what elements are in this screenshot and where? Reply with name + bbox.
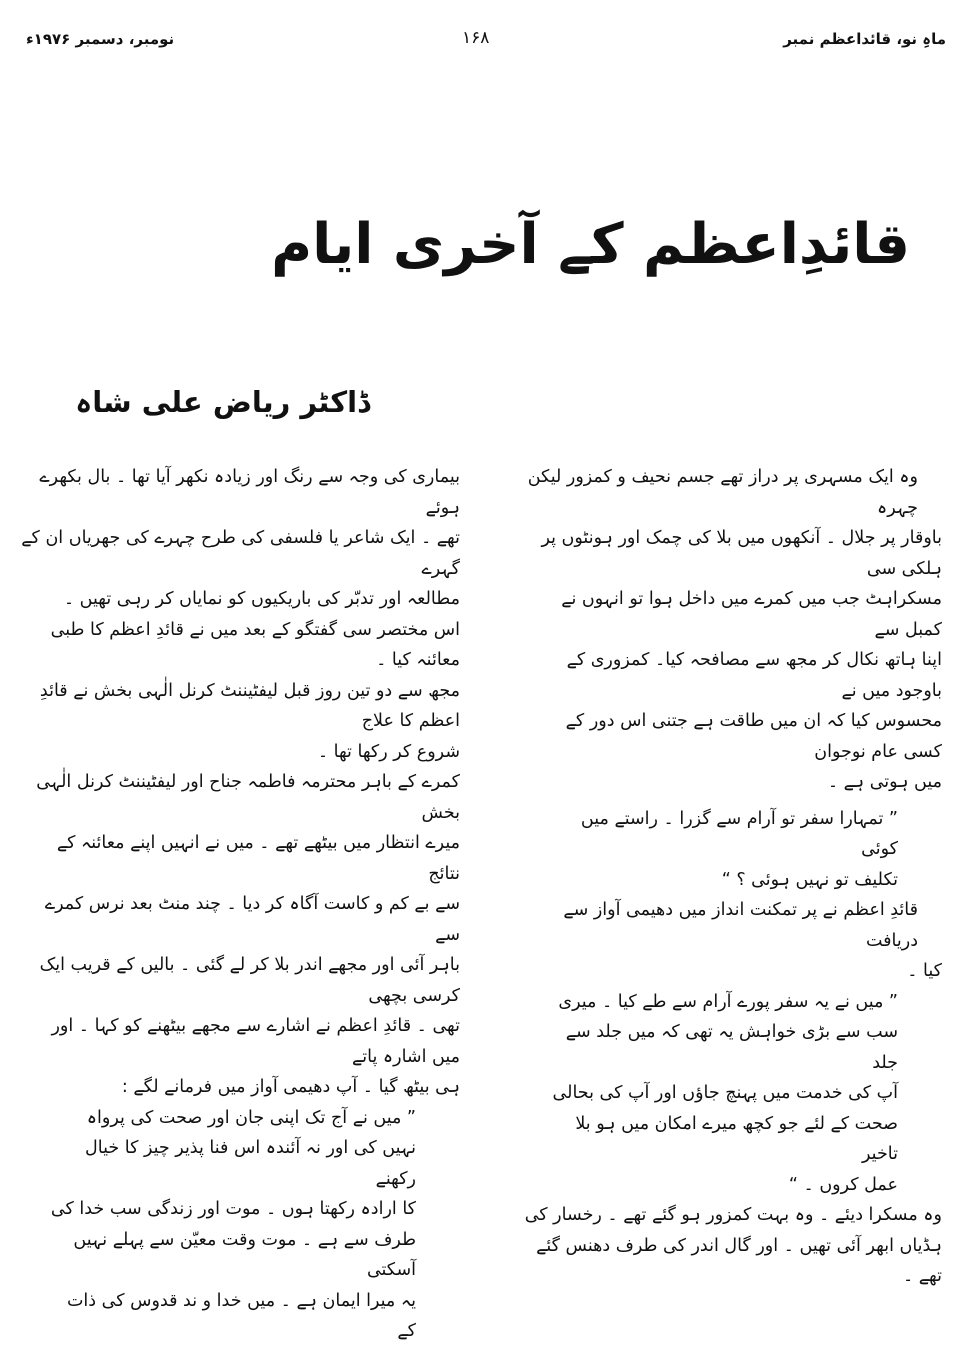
text-column-left — [20, 462, 460, 1347]
text-line: تھے ۔ ایک شاعر یا فلسفی کی طرح چہرے کی جھریاں ان کے گہرے — [21, 528, 460, 579]
text-line: محسوس کیا کہ ان میں طاقت ہے جتنی اس دور کے کسی عام نوجوان — [565, 711, 942, 762]
page-number: ۱۶۸ — [462, 28, 490, 48]
quote-line: ” تمہارا سفر تو آرام سے گزرا ۔ راستے میں کوئی — [580, 808, 898, 859]
text-line: مسکراہٹ جب میں کمرے میں داخل ہوا تو انہوں نے کمبل سے — [561, 589, 942, 640]
quote-line: کا ارادہ رکھتا ہوں ۔ موت اور زندگی سب خدا کی — [50, 1199, 416, 1219]
quote-line: ” میں نے آج تک اپنی جان اور صحت کی پرواہ — [86, 1107, 416, 1128]
text-line: اپنا ہاتھ نکال کر مجھ سے مصافحہ کیا۔ کمزوری کے باوجود میں نے — [566, 650, 942, 701]
text-line: وہ ایک مسہری پر دراز تھے جسم نحیف و کمزور لیکن چہرہ — [527, 467, 918, 518]
article-title: قائدِاعظم کے آخری ایام — [271, 212, 910, 277]
text-line: قائدِ اعظم نے پر تمکنت انداز میں دھیمی آواز سے دریافت — [563, 900, 918, 951]
text-line: باوقار پر جلال ۔ آنکھوں میں بلا کی چمک اور ہونٹوں پر ہلکی سی — [541, 528, 942, 579]
text-line: مطالعہ اور تدبّر کی باریکیوں کو نمایاں کر رہی تھیں ۔ — [63, 589, 460, 609]
text-line: سے بے کم و کاست آگاہ کر دیا ۔ چند منٹ بعد نرس کمرے سے — [44, 894, 460, 945]
quote-line: نہیں کی اور نہ آئندہ اس فنا پذیر چیز کا خیال رکھنے — [85, 1138, 416, 1189]
text-line: بیماری کی وجہ سے رنگ اور زیادہ نکھر آیا تھا ۔ بال بکھرے ہوئے — [39, 467, 460, 518]
quote-line: یہ میرا ایمان ہے ۔ میں خدا و ند قدوس کی ذات کے — [66, 1290, 416, 1341]
text-line: باہر آئی اور مجھے اندر بلا کر لے گئی ۔ بالیں کے قریب ایک کرسی بچھی — [39, 955, 460, 1006]
quote-line: طرف سے ہے ۔ موت وقت معیّن سے پہلے نہیں آسکتی — [73, 1229, 416, 1280]
text-line: ہڈیاں ابھر آئی تھیں ۔ اور گال اندر کی طرف دھنس گئے تھے ۔ — [536, 1235, 942, 1286]
quote-line: تکلیف تو نہیں ہوئی ؟ “ — [721, 869, 898, 890]
text-line: میرے انتظار میں بیٹھے تھے ۔ میں نے انہیں اپنے معائنہ کے نتائج — [56, 833, 460, 884]
text-line: ہی بیٹھ گیا ۔ آپ دھیمی آواز میں فرمانے لگے : — [121, 1077, 460, 1097]
running-header-magazine: ماہِ نو، قائداعظم نمبر — [783, 30, 946, 48]
text-line: کیا ۔ — [907, 961, 942, 981]
quote-line: عمل کروں ۔ “ — [788, 1174, 898, 1195]
text-line: کمرے کے باہر محترمہ فاطمہ جناح اور لیفٹیننٹ کرنل الٰہی بخش — [36, 772, 460, 823]
quote-line: ” میں نے یہ سفر پورے آرام سے طے کیا ۔ میری — [558, 991, 898, 1012]
text-line: وہ مسکرا دیئے ۔ وہ بہت کمزور ہو گئے تھے ۔ رخسار کی — [524, 1205, 942, 1225]
text-column-right — [522, 462, 942, 1292]
text-line: اس مختصر سی گفتگو کے بعد میں نے قائدِ اعظم کا طبی معائنہ کیا ۔ — [50, 619, 460, 670]
article-author: ڈاکٹر ریاض علی شاہ — [75, 385, 370, 419]
text-line: تھی ۔ قائدِ اعظم نے اشارے سے مجھے بیٹھنے کو کہا ۔ اور میں اشارہ پاتے — [51, 1016, 460, 1067]
text-line: مجھ سے دو تین روز قبل لیفٹیننٹ کرنل الٰہی بخش نے قائدِ اعظم کا علاج — [39, 680, 460, 731]
text-line: میں ہوتی ہے ۔ — [827, 772, 942, 792]
quote-line: آپ کی خدمت میں پہنچ جاؤں اور آپ کی بحالی — [552, 1083, 898, 1103]
text-line: شروع کر رکھا تھا ۔ — [317, 741, 460, 762]
quote-line: صحت کے لئے جو کچھ میرے امکان میں ہو بلا تاخیر — [575, 1113, 898, 1164]
quote-line: سب سے بڑی خواہش یہ تھی کہ میں جلد سے جلد — [565, 1022, 898, 1073]
running-header-date: نومبر، دسمبر ۱۹۷۶ء — [26, 30, 175, 48]
